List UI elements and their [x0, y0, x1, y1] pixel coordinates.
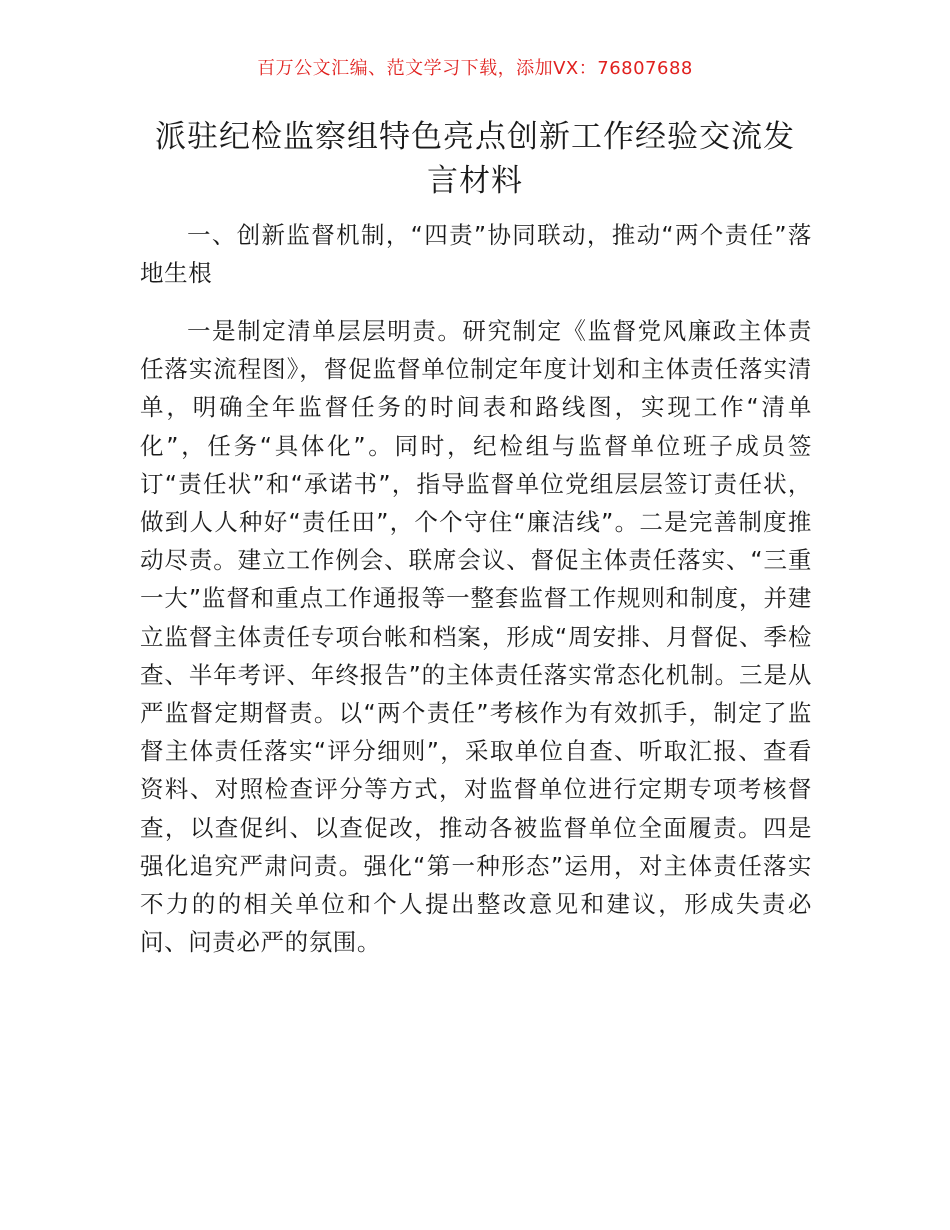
section-heading: 一、创新监督机制，“四责”协同联动，推动“两个责任”落地生根	[140, 221, 812, 288]
watermark-text: 百万公文汇编、范文学习下载，添加VX：76807688	[257, 58, 693, 79]
document-title: 派驻纪检监察组特色亮点创新工作经验交流发言材料	[155, 119, 795, 199]
body-paragraph: 一是制定清单层层明责。研究制定《监督党风廉政主体责任落实流程图》，督促监督单位制定年度计划和主体责任落实清单，明确全年监督任务的时间表和路线图，实现工作“清单化”，任务“具体化”。同时，纪检组与监督单位班子成员签订“责任状”和“承诺书”，指导监督单位党组层层签订责任状，做到人人种好“责任田”，个个守住“廉洁线”。二是完善制度推动尽责。建立工作例会、联席会议、督促主体责任落实、“三重一大”监督和重点工作通报等一整套监督工作规则和制度，并建立监督主体责任专项台帐和档案，形成“周安排、月督促、季检查、半年考评、年终报告”的主体责任落实常态化机制。三是从严监督定期督责。以“两个责任”考核作为有效抓手，制定了监督主体责任落实“评分细则”，采取单位自查、听取汇报、查看资料、对照检查评分等方式，对监督单位进行定期专项考核督查，以查促纠、以查促改，推动各被监督单位全面履责。四是强化追究严肃问责。强化“第一种形态”运用，对主体责任落实不力的的相关单位和个人提出整改意见和建议，形成失责必问、问责必严的氛围。	[140, 317, 812, 957]
